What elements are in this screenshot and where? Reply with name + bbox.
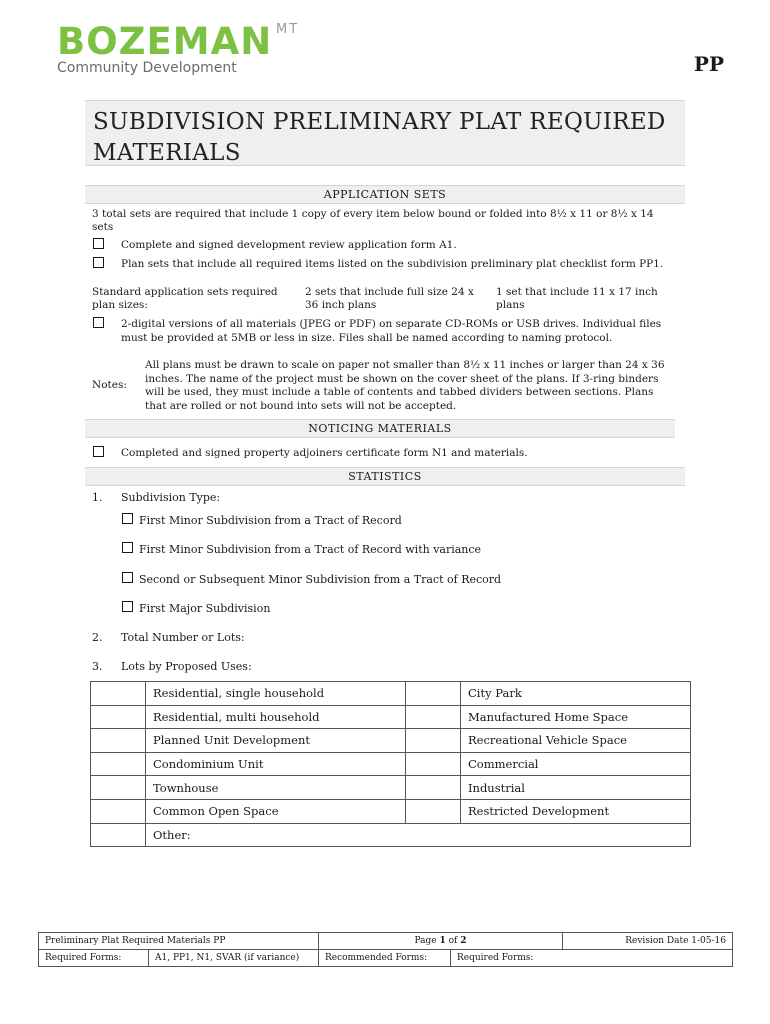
footer-row-1 (39, 933, 733, 950)
use-label: Recreational Vehicle Space (461, 729, 691, 753)
use-label: Condominium Unit (146, 752, 406, 776)
notes-label: Notes: (92, 379, 127, 391)
count-cell[interactable] (91, 823, 146, 847)
table-row-other (91, 823, 691, 847)
checkbox-plan-sets[interactable] (93, 257, 104, 268)
checkbox-type-subsequent-minor[interactable] (122, 572, 133, 583)
table-row (91, 682, 691, 706)
question-2-number: 2. (92, 631, 103, 644)
item-plan-sets: Plan sets that include all required items listed on the subdivision preliminary plat checklist form PP1. (121, 258, 664, 270)
plan-size-full-line-2: 36 inch plans (305, 299, 377, 311)
notes-line-4: that are rolled or not bound into sets will not be accepted. (145, 400, 457, 412)
lots-by-use-table (90, 681, 691, 847)
footer-required-label: Required Forms: (39, 950, 149, 967)
bozeman-logo (57, 22, 317, 82)
use-label: Common Open Space (146, 799, 406, 823)
count-cell[interactable] (406, 705, 461, 729)
question-3-number: 3. (92, 660, 103, 673)
footer-doc-name: Preliminary Plat Required Materials PP (39, 933, 319, 950)
footer-revision-date: Revision Date 1-05-16 (563, 933, 733, 950)
intro-line-2: sets (92, 221, 114, 233)
use-label: Manufactured Home Space (461, 705, 691, 729)
form-code: PP (693, 52, 724, 76)
table-row (91, 776, 691, 800)
item-adjoiners-certificate: Completed and signed property adjoiners certificate form N1 and materials. (121, 447, 528, 459)
notes-line-2: inches. The name of the project must be shown on the cover sheet of the plans. If 3-ring binders (145, 373, 659, 385)
table-row (91, 752, 691, 776)
type-first-major: First Major Subdivision (139, 602, 271, 615)
count-cell[interactable] (406, 729, 461, 753)
digital-versions-line-2: must be provided at 5MB or less in size. Files shall be named according to naming protocol. (121, 332, 613, 344)
page-prefix: Page (414, 936, 440, 946)
section-heading-application-sets: APPLICATION SETS (85, 185, 685, 204)
checkbox-adjoiners-certificate[interactable] (93, 446, 104, 457)
page-current: 1 (439, 936, 446, 946)
footer-required-label-2: Required Forms: (451, 950, 733, 967)
count-cell[interactable] (91, 752, 146, 776)
title-line-1: SUBDIVISION PRELIMINARY PLAT REQUIRED (93, 109, 666, 135)
use-label: Townhouse (146, 776, 406, 800)
logo-state: MT (276, 22, 300, 37)
question-3-label: Lots by Proposed Uses: (121, 660, 252, 673)
title-line-2: MATERIALS (93, 140, 241, 166)
page-of: of (445, 936, 461, 946)
notes-line-3: will be used, they must include a table of contents and tabbed dividers between sections. Plans (145, 386, 654, 398)
section-heading-statistics: STATISTICS (85, 467, 685, 486)
logo-subtitle: Community Development (57, 60, 237, 76)
footer-row-2 (39, 950, 733, 967)
use-label: Residential, multi household (146, 705, 406, 729)
use-label: Restricted Development (461, 799, 691, 823)
type-first-minor-variance: First Minor Subdivision from a Tract of Record with variance (139, 543, 482, 556)
plan-sizes-label-line-2: plan sizes: (92, 299, 148, 311)
footer-recommended-label: Recommended Forms: (319, 950, 451, 967)
use-label: City Park (461, 682, 691, 706)
notes-line-1: All plans must be drawn to scale on paper not smaller than 8½ x 11 inches or larger than 24 x 36 (145, 359, 665, 371)
section-heading-noticing: NOTICING MATERIALS (85, 419, 675, 438)
question-1-label: Subdivision Type: (121, 491, 221, 504)
question-2-label: Total Number or Lots: (121, 631, 245, 644)
count-cell[interactable] (91, 776, 146, 800)
table-row (91, 799, 691, 823)
page-total: 2 (460, 936, 467, 946)
use-label: Commercial (461, 752, 691, 776)
count-cell[interactable] (91, 799, 146, 823)
count-cell[interactable] (406, 799, 461, 823)
table-row (91, 705, 691, 729)
table-row (91, 729, 691, 753)
plan-size-full-line-1: 2 sets that include full size 24 x (305, 286, 474, 298)
checkbox-type-first-minor[interactable] (122, 513, 133, 524)
count-cell[interactable] (406, 682, 461, 706)
plan-size-small-line-1: 1 set that include 11 x 17 inch (496, 286, 658, 298)
use-label: Industrial (461, 776, 691, 800)
use-label: Residential, single household (146, 682, 406, 706)
page-title (85, 100, 685, 166)
count-cell[interactable] (406, 776, 461, 800)
footer-required-value: A1, PP1, N1, SVAR (if variance) (149, 950, 319, 967)
count-cell[interactable] (91, 682, 146, 706)
type-first-minor: First Minor Subdivision from a Tract of Record (139, 514, 402, 527)
plan-size-small-line-2: plans (496, 299, 525, 311)
page-footer (38, 932, 733, 967)
checkbox-type-first-minor-variance[interactable] (122, 542, 133, 553)
count-cell[interactable] (91, 729, 146, 753)
logo-wordmark: BOZEMAN (57, 20, 273, 63)
question-1-number: 1. (92, 491, 103, 504)
checkbox-application-form[interactable] (93, 238, 104, 249)
intro-line-1: 3 total sets are required that include 1 copy of every item below bound or folded into 8½ x 11 or 8½ x 14 (92, 208, 654, 220)
checkbox-type-first-major[interactable] (122, 601, 133, 612)
plan-sizes-label-line-1: Standard application sets required (92, 286, 278, 298)
item-application-form: Complete and signed development review application form A1. (121, 239, 457, 251)
use-other-field[interactable]: Other: (146, 823, 691, 847)
count-cell[interactable] (91, 705, 146, 729)
digital-versions-line-1: 2-digital versions of all materials (JPEG or PDF) on separate CD-ROMs or USB drives. Individual files (121, 318, 662, 330)
footer-page-number (319, 933, 563, 950)
count-cell[interactable] (406, 752, 461, 776)
checkbox-digital-versions[interactable] (93, 317, 104, 328)
type-subsequent-minor: Second or Subsequent Minor Subdivision from a Tract of Record (139, 573, 502, 586)
use-label: Planned Unit Development (146, 729, 406, 753)
